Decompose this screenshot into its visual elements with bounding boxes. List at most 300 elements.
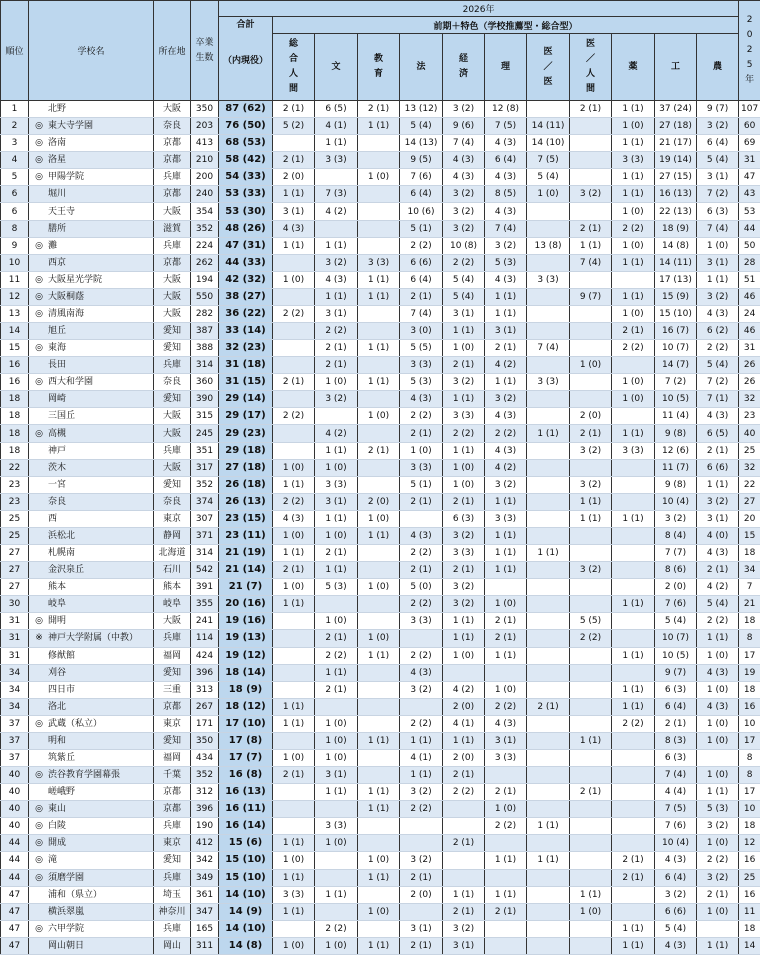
prev-year-total-cell: 31 xyxy=(739,340,760,357)
faculty-count-cell: 14 (11) xyxy=(527,118,570,135)
prev-year-total-cell: 18 xyxy=(739,545,760,562)
faculty-count-cell xyxy=(570,937,612,954)
table-row xyxy=(1,254,760,271)
prev-year-total-cell: 24 xyxy=(739,305,760,322)
faculty-count-cell xyxy=(570,818,612,835)
grads-cell: 203 xyxy=(191,118,219,135)
school-name-cell xyxy=(29,545,154,562)
school-name-cell xyxy=(29,357,154,374)
prev-year-total-cell: 53 xyxy=(739,203,760,220)
faculty-count-cell: 4 (2) xyxy=(315,203,358,220)
faculty-count-cell: 2 (2) xyxy=(400,545,443,562)
total-cell: 14 (10) xyxy=(219,886,273,903)
faculty-count-cell: 14 (11) xyxy=(655,254,697,271)
school-name: 神戸 xyxy=(48,446,66,456)
total-cell: 16 (11) xyxy=(219,801,273,818)
faculty-count-cell: 2 (2) xyxy=(400,647,443,664)
prev-year-total-cell: 20 xyxy=(739,510,760,527)
faculty-count-cell xyxy=(527,749,570,766)
faculty-count-cell: 1 (1) xyxy=(527,818,570,835)
faculty-count-cell: 3 (1) xyxy=(485,323,527,340)
faculty-count-cell: 7 (2) xyxy=(697,374,739,391)
faculty-count-cell xyxy=(570,647,612,664)
faculty-count-cell xyxy=(612,749,655,766)
faculty-count-cell: 8 (4) xyxy=(655,527,697,544)
prev-year-total-cell: 26 xyxy=(739,357,760,374)
faculty-count-cell: 27 (18) xyxy=(655,118,697,135)
faculty-count-cell: 1 (1) xyxy=(273,835,315,852)
rank-cell: 9 xyxy=(1,237,29,254)
faculty-count-cell xyxy=(358,818,400,835)
rank-cell: 25 xyxy=(1,527,29,544)
faculty-count-cell: 2 (0) xyxy=(570,408,612,425)
faculty-count-cell: 3 (2) xyxy=(655,510,697,527)
faculty-count-cell xyxy=(358,664,400,681)
faculty-count-cell: 3 (2) xyxy=(443,579,485,596)
faculty-count-cell xyxy=(570,545,612,562)
prev-year-total-cell: 18 xyxy=(739,681,760,698)
school-name-cell xyxy=(29,801,154,818)
school-name: 滝 xyxy=(48,855,57,865)
total-cell: 18 (14) xyxy=(219,664,273,681)
faculty-count-cell: 6 (5) xyxy=(697,425,739,442)
faculty-count-cell: 3 (2) xyxy=(697,288,739,305)
faculty-count-cell: 3 (2) xyxy=(443,920,485,937)
header-total-sub: （内現役） xyxy=(219,54,272,68)
faculty-count-cell: 1 (1) xyxy=(400,767,443,784)
faculty-count-cell: 2 (1) xyxy=(273,374,315,391)
faculty-count-cell: 3 (1) xyxy=(273,203,315,220)
faculty-count-cell: 1 (1) xyxy=(527,852,570,869)
faculty-count-cell xyxy=(527,527,570,544)
rank-cell: 18 xyxy=(1,408,29,425)
faculty-count-cell xyxy=(273,323,315,340)
faculty-count-cell: 2 (2) xyxy=(443,784,485,801)
faculty-count-cell xyxy=(443,818,485,835)
faculty-count-cell: 3 (3) xyxy=(527,374,570,391)
faculty-count-cell xyxy=(485,835,527,852)
total-cell: 29 (23) xyxy=(219,425,273,442)
faculty-count-cell: 37 (24) xyxy=(655,101,697,118)
faculty-count-cell: 4 (3) xyxy=(273,220,315,237)
grads-cell: 355 xyxy=(191,596,219,613)
faculty-count-cell xyxy=(612,562,655,579)
faculty-count-cell: 16 (13) xyxy=(655,186,697,203)
school-name: 明和 xyxy=(48,736,66,746)
faculty-count-cell: 1 (1) xyxy=(443,442,485,459)
school-mark: ◎ xyxy=(32,238,46,254)
faculty-count-cell: 2 (0) xyxy=(655,579,697,596)
faculty-count-cell: 1 (0) xyxy=(570,903,612,920)
faculty-count-cell: 3 (2) xyxy=(315,391,358,408)
total-cell: 58 (42) xyxy=(219,152,273,169)
faculty-count-cell: 1 (0) xyxy=(485,596,527,613)
table-row xyxy=(1,664,760,681)
faculty-count-cell: 2 (2) xyxy=(400,408,443,425)
school-name: 筑紫丘 xyxy=(48,753,75,763)
school-mark: ◎ xyxy=(32,613,46,629)
faculty-count-cell xyxy=(358,613,400,630)
faculty-count-cell: 5 (2) xyxy=(273,118,315,135)
faculty-count-cell: 5 (1) xyxy=(400,220,443,237)
prev-year-total-cell: 18 xyxy=(739,818,760,835)
faculty-count-cell: 4 (3) xyxy=(655,852,697,869)
faculty-count-cell xyxy=(527,254,570,271)
faculty-count-cell: 3 (1) xyxy=(443,305,485,322)
faculty-count-cell: 5 (4) xyxy=(697,152,739,169)
rank-cell: 40 xyxy=(1,784,29,801)
rank-cell: 11 xyxy=(1,271,29,288)
rank-cell: 47 xyxy=(1,937,29,954)
faculty-count-cell: 3 (2) xyxy=(400,681,443,698)
faculty-count-cell xyxy=(570,374,612,391)
location-cell: 愛知 xyxy=(154,340,191,357)
faculty-count-cell: 11 (4) xyxy=(655,408,697,425)
faculty-count-cell xyxy=(527,476,570,493)
faculty-count-cell: 7 (6) xyxy=(655,596,697,613)
faculty-count-cell: 1 (0) xyxy=(612,391,655,408)
faculty-count-cell: 3 (2) xyxy=(400,852,443,869)
faculty-count-cell: 1 (1) xyxy=(485,852,527,869)
faculty-count-cell: 22 (13) xyxy=(655,203,697,220)
faculty-count-cell xyxy=(527,630,570,647)
faculty-count-cell: 27 (15) xyxy=(655,169,697,186)
table-row xyxy=(1,835,760,852)
school-name-cell xyxy=(29,510,154,527)
location-cell: 京都 xyxy=(154,186,191,203)
faculty-count-cell: 1 (1) xyxy=(697,630,739,647)
faculty-count-cell xyxy=(527,220,570,237)
faculty-count-cell: 3 (2) xyxy=(400,784,443,801)
faculty-count-cell: 1 (1) xyxy=(612,254,655,271)
faculty-count-cell: 5 (3) xyxy=(697,801,739,818)
rank-cell: 16 xyxy=(1,357,29,374)
faculty-count-cell: 3 (0) xyxy=(400,323,443,340)
faculty-count-cell: 5 (4) xyxy=(697,357,739,374)
prev-year-total-cell: 43 xyxy=(739,186,760,203)
faculty-count-cell: 2 (2) xyxy=(485,818,527,835)
faculty-count-cell: 1 (0) xyxy=(315,749,358,766)
school-name-cell xyxy=(29,101,154,118)
grads-cell: 241 xyxy=(191,613,219,630)
rank-cell: 6 xyxy=(1,186,29,203)
faculty-count-cell: 2 (2) xyxy=(315,323,358,340)
table-row xyxy=(1,493,760,510)
faculty-count-cell: 1 (0) xyxy=(697,732,739,749)
header-faculty-label: 医／人間 xyxy=(586,37,595,97)
header-faculty xyxy=(443,34,485,101)
total-cell: 26 (18) xyxy=(219,476,273,493)
header-location: 所在地 xyxy=(154,1,191,101)
location-cell: 愛知 xyxy=(154,476,191,493)
faculty-count-cell: 5 (4) xyxy=(443,288,485,305)
school-name-cell xyxy=(29,784,154,801)
faculty-count-cell xyxy=(358,186,400,203)
header-total-label: 合計 xyxy=(219,18,272,32)
faculty-count-cell: 1 (1) xyxy=(273,186,315,203)
table-row xyxy=(1,937,760,954)
total-cell: 20 (16) xyxy=(219,596,273,613)
prev-year-total-cell: 8 xyxy=(739,749,760,766)
faculty-count-cell: 1 (1) xyxy=(315,442,358,459)
table-row xyxy=(1,852,760,869)
faculty-count-cell: 8 (6) xyxy=(655,562,697,579)
faculty-count-cell: 3 (2) xyxy=(570,562,612,579)
faculty-count-cell: 1 (0) xyxy=(697,715,739,732)
faculty-count-cell xyxy=(527,732,570,749)
faculty-count-cell: 5 (1) xyxy=(400,476,443,493)
faculty-count-cell: 6 (4) xyxy=(697,135,739,152)
location-cell: 大阪 xyxy=(154,459,191,476)
prev-year-total-cell: 8 xyxy=(739,767,760,784)
faculty-count-cell: 1 (0) xyxy=(697,237,739,254)
grads-cell: 352 xyxy=(191,767,219,784)
rank-cell: 4 xyxy=(1,152,29,169)
prev-year-total-cell: 17 xyxy=(739,647,760,664)
header-faculty-label: 工 xyxy=(671,60,680,75)
faculty-count-cell: 3 (3) xyxy=(443,408,485,425)
location-cell: 岐阜 xyxy=(154,596,191,613)
total-cell: 47 (31) xyxy=(219,237,273,254)
table-row xyxy=(1,186,760,203)
faculty-count-cell: 1 (0) xyxy=(570,357,612,374)
faculty-count-cell xyxy=(400,835,443,852)
table-row xyxy=(1,579,760,596)
school-name: 熊本 xyxy=(48,582,66,592)
faculty-count-cell: 2 (1) xyxy=(315,681,358,698)
faculty-count-cell: 1 (0) xyxy=(697,903,739,920)
faculty-count-cell xyxy=(570,715,612,732)
prev-year-total-cell: 17 xyxy=(739,784,760,801)
location-cell: 兵庫 xyxy=(154,169,191,186)
faculty-count-cell xyxy=(358,749,400,766)
table-row xyxy=(1,613,760,630)
faculty-count-cell: 2 (1) xyxy=(697,562,739,579)
total-cell: 21 (19) xyxy=(219,545,273,562)
total-cell: 53 (33) xyxy=(219,186,273,203)
faculty-count-cell: 1 (0) xyxy=(443,647,485,664)
faculty-count-cell: 3 (2) xyxy=(485,476,527,493)
faculty-count-cell: 2 (2) xyxy=(273,493,315,510)
faculty-count-cell: 3 (2) xyxy=(570,186,612,203)
location-cell: 福岡 xyxy=(154,647,191,664)
faculty-count-cell xyxy=(358,357,400,374)
faculty-count-cell: 7 (5) xyxy=(527,152,570,169)
school-name: 岡崎 xyxy=(48,394,66,404)
prev-year-total-cell: 17 xyxy=(739,732,760,749)
total-cell: 15 (10) xyxy=(219,852,273,869)
faculty-count-cell xyxy=(570,203,612,220)
faculty-count-cell xyxy=(527,886,570,903)
faculty-count-cell: 1 (1) xyxy=(273,237,315,254)
faculty-count-cell: 1 (1) xyxy=(443,613,485,630)
table-row xyxy=(1,425,760,442)
faculty-count-cell: 1 (0) xyxy=(273,749,315,766)
faculty-count-cell: 1 (0) xyxy=(527,186,570,203)
school-name: 膳所 xyxy=(48,224,66,234)
grads-cell: 350 xyxy=(191,101,219,118)
faculty-count-cell xyxy=(612,835,655,852)
faculty-count-cell: 7 (4) xyxy=(400,305,443,322)
faculty-count-cell xyxy=(697,749,739,766)
prev-year-total-cell: 46 xyxy=(739,288,760,305)
faculty-count-cell xyxy=(570,767,612,784)
faculty-count-cell xyxy=(527,408,570,425)
location-cell: 兵庫 xyxy=(154,818,191,835)
faculty-count-cell xyxy=(358,391,400,408)
table-row xyxy=(1,323,760,340)
prev-year-total-cell: 46 xyxy=(739,323,760,340)
faculty-count-cell: 3 (2) xyxy=(443,101,485,118)
faculty-count-cell: 3 (1) xyxy=(315,305,358,322)
faculty-count-cell: 1 (1) xyxy=(485,886,527,903)
school-name-cell xyxy=(29,476,154,493)
faculty-count-cell: 5 (4) xyxy=(655,920,697,937)
prev-year-total-cell: 47 xyxy=(739,169,760,186)
faculty-count-cell: 5 (4) xyxy=(400,118,443,135)
location-cell: 奈良 xyxy=(154,493,191,510)
faculty-count-cell: 3 (3) xyxy=(400,459,443,476)
total-cell: 15 (6) xyxy=(219,835,273,852)
faculty-count-cell: 21 (17) xyxy=(655,135,697,152)
school-name: 西大和学園 xyxy=(48,377,93,387)
faculty-count-cell: 1 (1) xyxy=(315,562,358,579)
faculty-count-cell xyxy=(570,920,612,937)
location-cell: 愛知 xyxy=(154,664,191,681)
rank-cell: 13 xyxy=(1,305,29,322)
prev-year-total-cell: 8 xyxy=(739,630,760,647)
school-name: 洛北 xyxy=(48,702,66,712)
faculty-count-cell xyxy=(485,767,527,784)
faculty-count-cell: 2 (1) xyxy=(443,357,485,374)
prev-year-total-cell: 16 xyxy=(739,852,760,869)
school-name: 嵯峨野 xyxy=(48,787,75,797)
school-name-cell xyxy=(29,903,154,920)
faculty-count-cell: 2 (1) xyxy=(273,152,315,169)
grads-cell: 413 xyxy=(191,135,219,152)
faculty-count-cell xyxy=(612,886,655,903)
faculty-count-cell: 1 (0) xyxy=(443,459,485,476)
faculty-count-cell xyxy=(527,459,570,476)
faculty-count-cell xyxy=(273,801,315,818)
faculty-count-cell: 1 (1) xyxy=(273,869,315,886)
faculty-count-cell: 4 (3) xyxy=(400,664,443,681)
faculty-count-cell: 1 (0) xyxy=(358,852,400,869)
faculty-count-cell: 7 (4) xyxy=(527,340,570,357)
faculty-count-cell: 1 (1) xyxy=(697,937,739,954)
faculty-count-cell: 1 (1) xyxy=(443,391,485,408)
faculty-count-cell: 14 (7) xyxy=(655,357,697,374)
faculty-count-cell xyxy=(612,408,655,425)
faculty-count-cell: 7 (3) xyxy=(315,186,358,203)
table-row xyxy=(1,374,760,391)
faculty-count-cell xyxy=(527,442,570,459)
faculty-count-cell: 12 (6) xyxy=(655,442,697,459)
faculty-count-cell: 2 (0) xyxy=(273,169,315,186)
faculty-count-cell xyxy=(273,681,315,698)
total-cell: 16 (13) xyxy=(219,784,273,801)
faculty-count-cell: 10 (4) xyxy=(655,835,697,852)
grads-cell: 354 xyxy=(191,203,219,220)
table-row xyxy=(1,732,760,749)
school-name: 須磨学園 xyxy=(48,873,84,883)
faculty-count-cell: 10 (5) xyxy=(655,647,697,664)
faculty-count-cell: 3 (2) xyxy=(443,527,485,544)
faculty-count-cell: 2 (2) xyxy=(612,220,655,237)
faculty-count-cell: 2 (1) xyxy=(315,357,358,374)
faculty-count-cell xyxy=(612,357,655,374)
table-row xyxy=(1,152,760,169)
rank-cell: 5 xyxy=(1,169,29,186)
faculty-count-cell xyxy=(612,732,655,749)
grads-cell: 349 xyxy=(191,869,219,886)
location-cell: 大阪 xyxy=(154,288,191,305)
faculty-count-cell: 2 (1) xyxy=(570,101,612,118)
header-faculty-label: 法 xyxy=(417,60,426,75)
faculty-count-cell: 4 (3) xyxy=(400,527,443,544)
rank-cell: 18 xyxy=(1,425,29,442)
faculty-count-cell: 9 (5) xyxy=(400,152,443,169)
faculty-count-cell xyxy=(315,220,358,237)
total-cell: 68 (53) xyxy=(219,135,273,152)
faculty-count-cell xyxy=(527,562,570,579)
faculty-count-cell xyxy=(527,801,570,818)
faculty-count-cell: 2 (2) xyxy=(400,801,443,818)
school-name: 高槻 xyxy=(48,429,66,439)
faculty-count-cell: 1 (1) xyxy=(273,698,315,715)
faculty-count-cell: 2 (1) xyxy=(400,869,443,886)
faculty-count-cell: 1 (0) xyxy=(273,459,315,476)
faculty-count-cell xyxy=(570,135,612,152)
faculty-count-cell xyxy=(315,852,358,869)
faculty-count-cell xyxy=(570,323,612,340)
faculty-count-cell xyxy=(612,271,655,288)
school-name: 渋谷教育学園幕張 xyxy=(48,770,120,780)
faculty-count-cell: 2 (1) xyxy=(273,562,315,579)
table-row xyxy=(1,340,760,357)
table-row xyxy=(1,476,760,493)
grads-cell: 262 xyxy=(191,254,219,271)
faculty-count-cell: 9 (7) xyxy=(655,664,697,681)
location-cell: 神奈川 xyxy=(154,903,191,920)
faculty-count-cell: 6 (6) xyxy=(697,459,739,476)
faculty-count-cell: 4 (3) xyxy=(443,169,485,186)
faculty-count-cell xyxy=(612,630,655,647)
location-cell: 静岡 xyxy=(154,527,191,544)
faculty-count-cell: 4 (3) xyxy=(697,545,739,562)
faculty-count-cell: 6 (2) xyxy=(697,323,739,340)
school-name-cell xyxy=(29,237,154,254)
rank-cell: 47 xyxy=(1,920,29,937)
school-name: 東山 xyxy=(48,804,66,814)
school-name: 白陵 xyxy=(48,821,66,831)
school-name: 堀川 xyxy=(48,189,66,199)
faculty-count-cell: 2 (1) xyxy=(570,784,612,801)
faculty-count-cell xyxy=(612,664,655,681)
faculty-count-cell xyxy=(570,698,612,715)
faculty-count-cell: 2 (1) xyxy=(315,630,358,647)
school-mark: ◎ xyxy=(32,289,46,305)
total-cell: 19 (13) xyxy=(219,630,273,647)
school-name: 洛南 xyxy=(48,138,66,148)
faculty-count-cell: 3 (2) xyxy=(697,118,739,135)
location-cell: 奈良 xyxy=(154,374,191,391)
grads-cell: 352 xyxy=(191,476,219,493)
faculty-count-cell: 2 (1) xyxy=(485,613,527,630)
faculty-count-cell: 1 (1) xyxy=(612,510,655,527)
rank-cell: 10 xyxy=(1,254,29,271)
school-name: 浦和（県立） xyxy=(48,890,102,900)
